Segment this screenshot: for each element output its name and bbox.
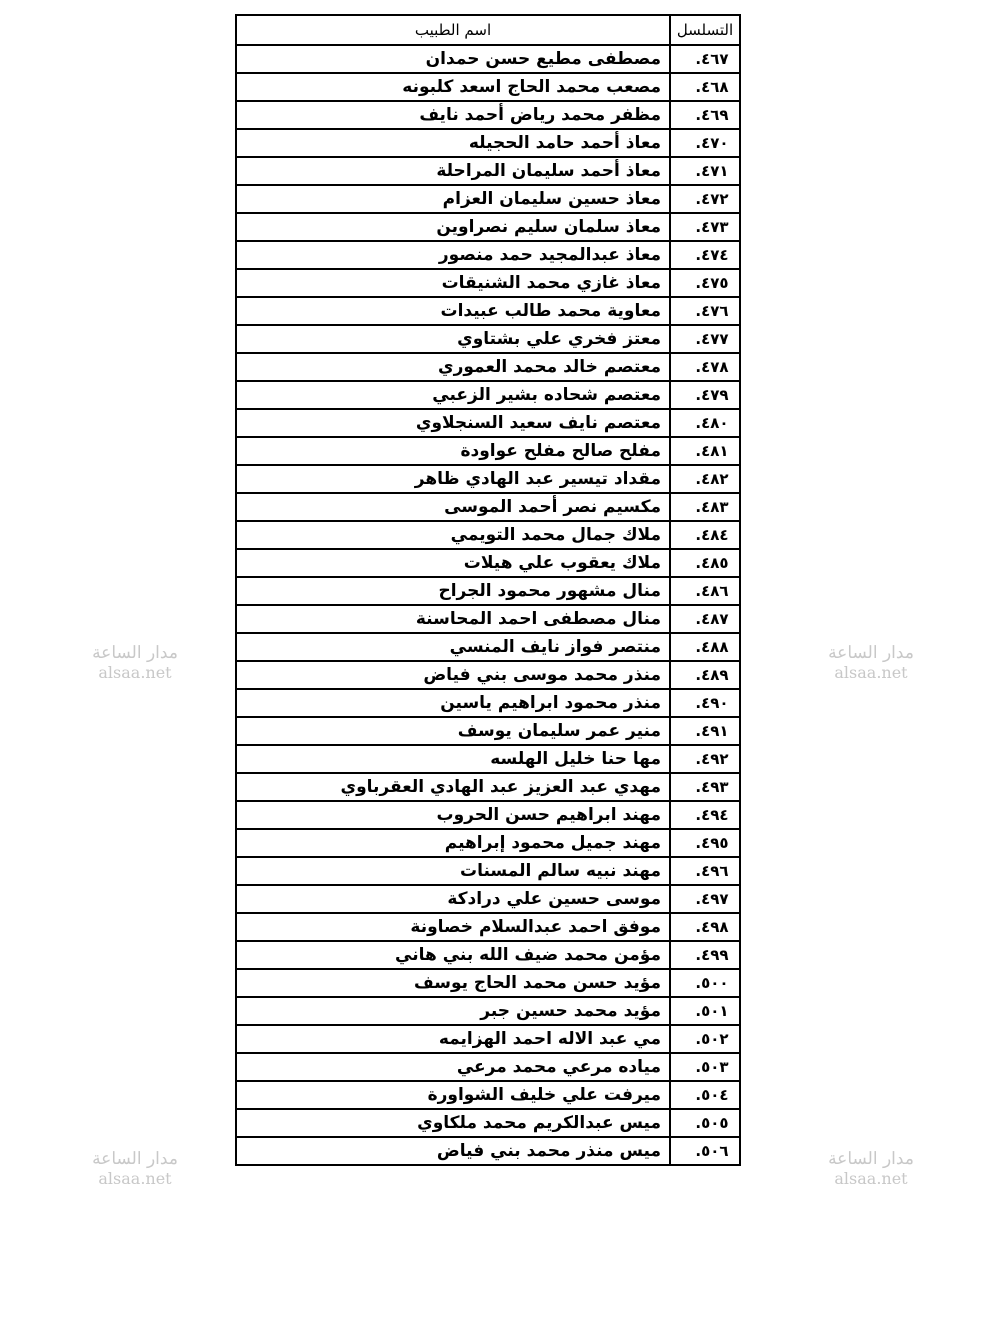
table-row (236, 577, 740, 605)
row-doctor-name: ملاك يعقوب علي هيلات (236, 549, 670, 577)
row-seq: ٤٧٧. (670, 325, 740, 353)
table-row (236, 269, 740, 297)
table-row (236, 689, 740, 717)
row-seq: ٤٧٤. (670, 241, 740, 269)
table-row (236, 969, 740, 997)
row-seq: ٤٧٦. (670, 297, 740, 325)
row-seq: ٤٧٨. (670, 353, 740, 381)
row-seq: ٥٠٦. (670, 1137, 740, 1165)
row-seq: ٥٠٥. (670, 1109, 740, 1137)
table-row (236, 857, 740, 885)
watermark-arabic: مدار الساعة (92, 643, 178, 663)
table-row (236, 297, 740, 325)
table-row (236, 661, 740, 689)
row-doctor-name: معتصم شحاده بشير الزعبي (236, 381, 670, 409)
row-doctor-name: معتصم نايف سعيد السنجلاوي (236, 409, 670, 437)
row-seq: ٤٧٣. (670, 213, 740, 241)
row-seq: ٤٨٦. (670, 577, 740, 605)
row-seq: ٤٨٥. (670, 549, 740, 577)
row-doctor-name: مهند ابراهيم حسن الحروب (236, 801, 670, 829)
table-row (236, 1025, 740, 1053)
table-row (236, 157, 740, 185)
table-row (236, 633, 740, 661)
watermark-arabic: مدار الساعة (828, 1149, 914, 1169)
row-seq: ٤٩٢. (670, 745, 740, 773)
table-row (236, 997, 740, 1025)
table-row (236, 465, 740, 493)
row-seq: ٤٩٥. (670, 829, 740, 857)
row-doctor-name: منير عمر سليمان يوسف (236, 717, 670, 745)
row-seq: ٥٠١. (670, 997, 740, 1025)
table-row (236, 1109, 740, 1137)
table-row (236, 437, 740, 465)
row-seq: ٥٠٣. (670, 1053, 740, 1081)
table-row (236, 381, 740, 409)
row-doctor-name: معتصم خالد محمد العموري (236, 353, 670, 381)
row-seq: ٤٦٧. (670, 45, 740, 73)
row-doctor-name: مي عبد الاله احمد الهزايمه (236, 1025, 670, 1053)
table-row (236, 745, 740, 773)
row-doctor-name: معتز فخري علي بشتاوي (236, 325, 670, 353)
table-row (236, 353, 740, 381)
row-seq: ٤٩٣. (670, 773, 740, 801)
row-seq: ٤٦٨. (670, 73, 740, 101)
row-doctor-name: منذر محمد موسى بني فياض (236, 661, 670, 689)
row-seq: ٤٨٨. (670, 633, 740, 661)
row-doctor-name: مقداد تيسير عبد الهادي ظاهر (236, 465, 670, 493)
row-doctor-name: منذر محمود ابراهيم ياسين (236, 689, 670, 717)
watermark-arabic: مدار الساعة (828, 643, 914, 663)
row-seq: ٤٧٩. (670, 381, 740, 409)
table-row (236, 913, 740, 941)
watermark-latin: alsaa.net (834, 663, 908, 682)
row-seq: ٤٩٤. (670, 801, 740, 829)
watermark-latin: alsaa.net (98, 1169, 172, 1188)
row-seq: ٤٧١. (670, 157, 740, 185)
row-doctor-name: معاوية محمد طالب عبيدات (236, 297, 670, 325)
row-seq: ٤٩٩. (670, 941, 740, 969)
row-doctor-name: مكسيم نصر أحمد الموسى (236, 493, 670, 521)
row-doctor-name: مهدي عبد العزيز عبد الهادي العقرباوي (236, 773, 670, 801)
row-doctor-name: مؤمن محمد ضيف الله بني هاني (236, 941, 670, 969)
row-doctor-name: معاذ عبدالمجيد حمد منصور (236, 241, 670, 269)
row-seq: ٤٧٠. (670, 129, 740, 157)
watermark-latin: alsaa.net (98, 663, 172, 682)
row-seq: ٥٠٠. (670, 969, 740, 997)
row-doctor-name: ملاك جمال محمد التويمي (236, 521, 670, 549)
row-seq: ٥٠٤. (670, 1081, 740, 1109)
row-doctor-name: مهند جميل محمود إبراهيم (236, 829, 670, 857)
table-row (236, 493, 740, 521)
row-seq: ٤٩٧. (670, 885, 740, 913)
table-row (236, 801, 740, 829)
row-doctor-name: مؤيد محمد حسين جبر (236, 997, 670, 1025)
row-doctor-name: مصطفى مطيع حسن حمدان (236, 45, 670, 73)
table-row (236, 73, 740, 101)
table-row (236, 325, 740, 353)
row-seq: ٤٨٢. (670, 465, 740, 493)
table-row (236, 605, 740, 633)
table-row (236, 241, 740, 269)
table-row (236, 45, 740, 73)
table-row (236, 521, 740, 549)
table-row (236, 409, 740, 437)
row-doctor-name: معاذ أحمد سليمان المراحلة (236, 157, 670, 185)
row-doctor-name: معاذ أحمد حامد الحجيله (236, 129, 670, 157)
table-row (236, 1053, 740, 1081)
row-doctor-name: مها حنا خليل الهلسه (236, 745, 670, 773)
table-row (236, 773, 740, 801)
table-row (236, 549, 740, 577)
row-doctor-name: ميس منذر محمد بني فياض (236, 1137, 670, 1165)
row-doctor-name: مهند نبيه سالم المسنات (236, 857, 670, 885)
table-row (236, 941, 740, 969)
row-doctor-name: معاذ غازي محمد الشنيقات (236, 269, 670, 297)
row-doctor-name: ميرفت علي خليف الشواورة (236, 1081, 670, 1109)
table-header-row (236, 15, 740, 45)
table-row (236, 1081, 740, 1109)
watermark (70, 643, 200, 683)
row-seq: ٥٠٢. (670, 1025, 740, 1053)
table-row (236, 101, 740, 129)
row-doctor-name: مياده مرعي محمد مرعي (236, 1053, 670, 1081)
row-doctor-name: موسى حسين علي درادكة (236, 885, 670, 913)
row-seq: ٤٩٠. (670, 689, 740, 717)
row-seq: ٤٧٥. (670, 269, 740, 297)
row-seq: ٤٨٤. (670, 521, 740, 549)
watermark (806, 643, 936, 683)
row-doctor-name: ميس عبدالكريم محمد ملكاوي (236, 1109, 670, 1137)
watermark (70, 1149, 200, 1189)
row-seq: ٤٨٧. (670, 605, 740, 633)
row-seq: ٤٩٦. (670, 857, 740, 885)
row-seq: ٤٨٠. (670, 409, 740, 437)
row-doctor-name: مفلح صالح مفلح عواودة (236, 437, 670, 465)
watermark (806, 1149, 936, 1189)
table-row (236, 829, 740, 857)
row-seq: ٤٨٩. (670, 661, 740, 689)
row-seq: ٤٩٨. (670, 913, 740, 941)
table-row (236, 185, 740, 213)
table-row (236, 129, 740, 157)
row-seq: ٤٧٢. (670, 185, 740, 213)
row-doctor-name: منال مشهور محمود الجراح (236, 577, 670, 605)
header-seq: التسلسل (670, 15, 740, 45)
row-seq: ٤٨١. (670, 437, 740, 465)
row-doctor-name: مظفر محمد رياض أحمد نايف (236, 101, 670, 129)
row-doctor-name: مصعب محمد الحاج اسعد كلبونه (236, 73, 670, 101)
watermark-latin: alsaa.net (834, 1169, 908, 1188)
row-seq: ٤٦٩. (670, 101, 740, 129)
row-doctor-name: معاذ حسين سليمان العزام (236, 185, 670, 213)
row-doctor-name: منتصر فواز نايف المنسي (236, 633, 670, 661)
doctor-list-table (235, 14, 741, 1166)
header-name: اسم الطبيب (236, 15, 670, 45)
table-row (236, 1137, 740, 1165)
table-row (236, 885, 740, 913)
row-doctor-name: منال مصطفى احمد المحاسنة (236, 605, 670, 633)
table-row (236, 213, 740, 241)
watermark-arabic: مدار الساعة (92, 1149, 178, 1169)
table-row (236, 717, 740, 745)
row-doctor-name: معاذ سلمان سليم نصراوين (236, 213, 670, 241)
table-body (236, 45, 740, 1165)
row-seq: ٤٨٣. (670, 493, 740, 521)
row-doctor-name: مؤيد حسن محمد الحاج يوسف (236, 969, 670, 997)
row-doctor-name: موفق احمد عبدالسلام خصاونة (236, 913, 670, 941)
row-seq: ٤٩١. (670, 717, 740, 745)
